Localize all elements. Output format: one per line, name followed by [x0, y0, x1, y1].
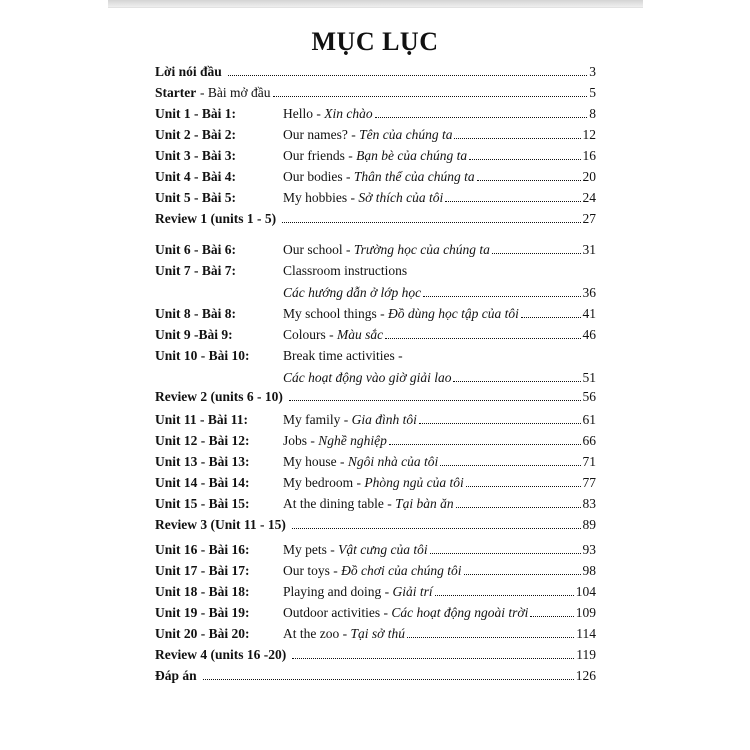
toc-title-vi: Đồ chơi của chúng tôi [341, 563, 462, 578]
toc-entry [155, 624, 596, 644]
toc-line [283, 325, 596, 345]
page-number: 109 [575, 605, 596, 620]
toc-title-separator: - [336, 454, 348, 469]
dot-leader [385, 326, 580, 339]
toc-entry [155, 410, 596, 430]
toc-label: Đáp án [155, 668, 197, 683]
toc-title [283, 494, 454, 514]
page-number: 126 [575, 668, 596, 683]
toc-line [226, 62, 596, 82]
toc-title [283, 240, 490, 260]
page-number: 16 [582, 148, 596, 163]
toc-label: Unit 17 - Bài 17: [155, 563, 250, 578]
page-number: 61 [582, 412, 596, 427]
toc-line [200, 83, 596, 103]
toc-title-separator: - [340, 412, 352, 427]
toc-line [283, 146, 596, 166]
toc-entry [155, 387, 596, 407]
toc-label: Unit 3 - Bài 3: [155, 148, 236, 163]
toc-title-vi: Sở thích của tôi [358, 190, 444, 205]
toc-title-vi: Xin chào [324, 106, 373, 121]
toc-title-separator: - [339, 626, 351, 641]
dot-leader [521, 305, 581, 318]
toc-line [283, 603, 596, 623]
page-number: 27 [582, 211, 596, 226]
toc-title-separator: - [329, 563, 342, 578]
toc-title [283, 410, 417, 430]
toc-title-vi: Các hướng dẫn ở lớp học [283, 285, 422, 300]
toc-title-vi: Phòng ngủ của tôi [364, 475, 464, 490]
toc-entry [155, 240, 596, 260]
dot-leader [375, 105, 588, 118]
toc-entry [155, 62, 596, 82]
toc-label: Unit 20 - Bài 20: [155, 626, 250, 641]
toc-label: Unit 7 - Bài 7: [155, 263, 236, 278]
dot-leader [454, 126, 580, 139]
page-number: 46 [582, 327, 596, 342]
toc-title [283, 167, 475, 187]
toc-entry [155, 368, 596, 388]
toc-title [283, 431, 387, 451]
dot-leader [466, 474, 581, 487]
toc-label: Unit 4 - Bài 4: [155, 169, 236, 184]
toc-entry [155, 452, 596, 472]
toc-entry [155, 188, 596, 208]
toc-title-vi: Thân thể của chúng ta [353, 169, 475, 184]
toc-title [283, 325, 383, 345]
toc-label: Review 3 (Unit 11 - 15) [155, 517, 286, 532]
toc-title-separator: - [381, 584, 393, 599]
toc-title [283, 368, 451, 388]
toc-line [283, 304, 596, 324]
page-title: MỤC LỤC [311, 27, 439, 56]
dot-leader [419, 411, 581, 424]
toc-title-en: Hello [283, 106, 313, 121]
toc-title-separator: - [344, 148, 357, 163]
toc-label: Unit 2 - Bài 2: [155, 127, 236, 142]
dot-leader [292, 516, 581, 529]
dot-leader [530, 604, 573, 617]
toc-entry [155, 283, 596, 303]
dot-leader [492, 241, 581, 254]
toc-line [283, 240, 596, 260]
toc-label: Review 1 (units 1 - 5) [155, 211, 277, 226]
toc-entry [155, 346, 596, 366]
toc-title-vi: Các hoạt động ngoài trời [391, 605, 529, 620]
toc-label: Unit 5 - Bài 5: [155, 190, 236, 205]
dot-leader [477, 168, 581, 181]
toc-label: Unit 13 - Bài 13: [155, 454, 250, 469]
dot-leader [435, 583, 574, 596]
toc-label: Unit 19 - Bài 19: [155, 605, 250, 620]
toc-title [283, 603, 528, 623]
toc-entry [155, 561, 596, 581]
toc-title [283, 304, 519, 324]
toc-title-en: Our names? [283, 127, 348, 142]
dot-leader [389, 432, 581, 445]
dot-leader [273, 84, 588, 97]
page-number: 66 [582, 433, 596, 448]
toc-title-separator: - [376, 306, 389, 321]
page-number: 114 [576, 626, 596, 641]
page-number: 77 [582, 475, 596, 490]
page-number: 31 [582, 242, 596, 257]
toc-line [283, 452, 596, 472]
toc-entry [155, 325, 596, 345]
toc-title-vi: Các hoạt động vào giờ giải lao [283, 370, 452, 385]
toc-label: Unit 12 - Bài 12: [155, 433, 250, 448]
toc-label: Review 4 (units 16 -20) [155, 647, 287, 662]
page-number: 5 [589, 85, 596, 100]
toc-title-en: Our school [283, 242, 343, 257]
toc-title-en: My school things [283, 306, 377, 321]
toc-title-en: Break time activities - [283, 348, 403, 363]
toc-title-en: Classroom instructions [283, 263, 408, 278]
toc-title-en: At the zoo [283, 626, 340, 641]
toc-title-vi: Trường học của chúng ta [353, 242, 490, 257]
dot-leader [464, 562, 581, 575]
toc-entry [155, 83, 596, 103]
toc-entry [155, 209, 596, 229]
toc-title-en: Colours [283, 327, 326, 342]
toc-title-separator: - [307, 433, 319, 448]
toc-line [290, 515, 596, 535]
toc-title-vi: Vật cưng của tôi [338, 542, 428, 557]
toc-entry [155, 666, 596, 686]
toc-entry [155, 645, 596, 665]
toc-title-vi: Đồ dùng học tập của tôi [388, 306, 519, 321]
page-number: 51 [582, 370, 596, 385]
toc-label: Unit 15 - Bài 15: [155, 496, 250, 511]
dot-leader [440, 453, 580, 466]
dot-leader [407, 625, 574, 638]
toc-title [283, 283, 421, 303]
toc-title-en: My family [283, 412, 341, 427]
toc-title-separator: - [342, 169, 354, 184]
toc-entry [155, 104, 596, 124]
toc-label: Starter [155, 85, 197, 100]
toc-title [283, 561, 462, 581]
toc-title [283, 346, 403, 366]
toc-entry [155, 582, 596, 602]
toc-title-en: Jobs [283, 433, 308, 448]
toc-title-en: Our bodies [283, 169, 343, 184]
page-number: 83 [582, 496, 596, 511]
toc-label: Unit 11 - Bài 11: [155, 412, 249, 427]
toc-label: Unit 18 - Bài 18: [155, 584, 250, 599]
toc-label: Unit 10 - Bài 10: [155, 348, 250, 363]
toc-title-vi: Tại bàn ăn [395, 496, 454, 511]
dot-leader [423, 284, 580, 297]
toc-line [283, 368, 596, 388]
toc-line [283, 104, 596, 124]
page-number: 119 [576, 647, 596, 662]
page-number: 20 [582, 169, 596, 184]
toc-label: Unit 14 - Bài 14: [155, 475, 250, 490]
toc-line [283, 473, 596, 493]
toc-title [283, 452, 438, 472]
toc-title-vi: Gia đình tôi [351, 412, 417, 427]
toc-title-en: At the dining table [283, 496, 384, 511]
page-number: 104 [575, 584, 596, 599]
toc-title [283, 104, 373, 124]
toc-entry [155, 540, 596, 560]
toc-title-en: Our toys [283, 563, 330, 578]
toc-title-en: My pets [283, 542, 327, 557]
toc-title-separator: - [380, 605, 392, 620]
toc-title [283, 624, 405, 644]
toc-title [283, 582, 433, 602]
toc-title [283, 125, 452, 145]
dot-leader [469, 147, 580, 160]
page-number: 89 [582, 517, 596, 532]
toc-title-separator: - [313, 106, 325, 121]
toc-entry [155, 167, 596, 187]
toc-title-vi: Nghề nghiệp [318, 433, 387, 448]
dot-leader [203, 667, 574, 680]
page-number: 41 [582, 306, 596, 321]
toc-label: Unit 16 - Bài 16: [155, 542, 250, 557]
toc-line [283, 188, 596, 208]
dot-leader [456, 495, 581, 508]
toc-line [283, 540, 596, 560]
toc-line [283, 494, 596, 514]
page-number: 93 [582, 542, 596, 557]
page-number: 8 [589, 106, 596, 121]
toc-title-en: My house [283, 454, 337, 469]
page-number: 36 [582, 285, 596, 300]
toc-title-vi: Tại sở thú [350, 626, 405, 641]
toc-entry [155, 473, 596, 493]
toc-line [283, 431, 596, 451]
toc-line [283, 125, 596, 145]
toc-entry [155, 125, 596, 145]
toc-line [280, 209, 596, 229]
page-number: 12 [582, 127, 596, 142]
page-number: 56 [582, 389, 596, 404]
toc-title-en: My hobbies [283, 190, 348, 205]
toc-title [283, 473, 464, 493]
toc-title-en: Playing and doing [283, 584, 382, 599]
toc-line [283, 346, 596, 366]
toc-title-separator: - [342, 242, 354, 257]
toc-title-vi: Màu sắc [337, 327, 384, 342]
toc-title [283, 540, 428, 560]
toc-title-en: Outdoor activities [283, 605, 381, 620]
toc-title-vi: Bạn bè của chúng ta [356, 148, 468, 163]
toc-label: Review 2 (units 6 - 10) [155, 389, 283, 404]
toc-title-en: My bedroom [283, 475, 354, 490]
toc-label: Lời nói đầu [155, 64, 222, 79]
dot-leader [289, 388, 581, 401]
toc-entry [155, 146, 596, 166]
toc-line [283, 624, 596, 644]
toc-entry [155, 261, 596, 281]
toc-title-vi: Tên của chúng ta [359, 127, 453, 142]
dot-leader [292, 646, 574, 659]
toc-line [201, 666, 596, 686]
toc-entry [155, 603, 596, 623]
toc-line [283, 410, 596, 430]
toc-entry [155, 494, 596, 514]
page-number: 24 [582, 190, 596, 205]
toc-title-vi: Giải trí [392, 584, 433, 599]
toc-line [290, 645, 596, 665]
toc-title-separator: - [383, 496, 396, 511]
toc-title [200, 83, 271, 103]
toc-label: Unit 6 - Bài 6: [155, 242, 236, 257]
toc-title-separator: - [347, 190, 359, 205]
toc-title [283, 261, 407, 281]
toc-title [283, 188, 443, 208]
toc-title [283, 146, 467, 166]
toc-label: Unit 8 - Bài 8: [155, 306, 236, 321]
toc-title-separator: - [353, 475, 365, 490]
toc-title-separator: - [326, 542, 339, 557]
toc-entry [155, 304, 596, 324]
dot-leader [282, 210, 581, 223]
toc-line [283, 167, 596, 187]
toc-line [283, 283, 596, 303]
dot-leader [228, 63, 587, 76]
toc-entry [155, 431, 596, 451]
toc-line [283, 582, 596, 602]
page-number: 71 [582, 454, 596, 469]
page-number: 98 [582, 563, 596, 578]
toc-title-vi: Ngôi nhà của tôi [347, 454, 439, 469]
toc-label: Unit 1 - Bài 1: [155, 106, 236, 121]
toc-title-en: Our friends [283, 148, 345, 163]
toc-title-en: - Bài mở đầu [200, 85, 271, 100]
toc-label: Unit 9 -Bài 9: [155, 327, 233, 342]
toc-title-separator: - [325, 327, 338, 342]
toc-entry [155, 515, 596, 535]
page-number: 3 [589, 64, 596, 79]
toc-line [283, 261, 596, 281]
dot-leader [430, 541, 581, 554]
dot-leader [453, 369, 580, 382]
toc-line [287, 387, 596, 407]
toc-line [283, 561, 596, 581]
dot-leader [445, 189, 580, 202]
toc-title-separator: - [347, 127, 360, 142]
